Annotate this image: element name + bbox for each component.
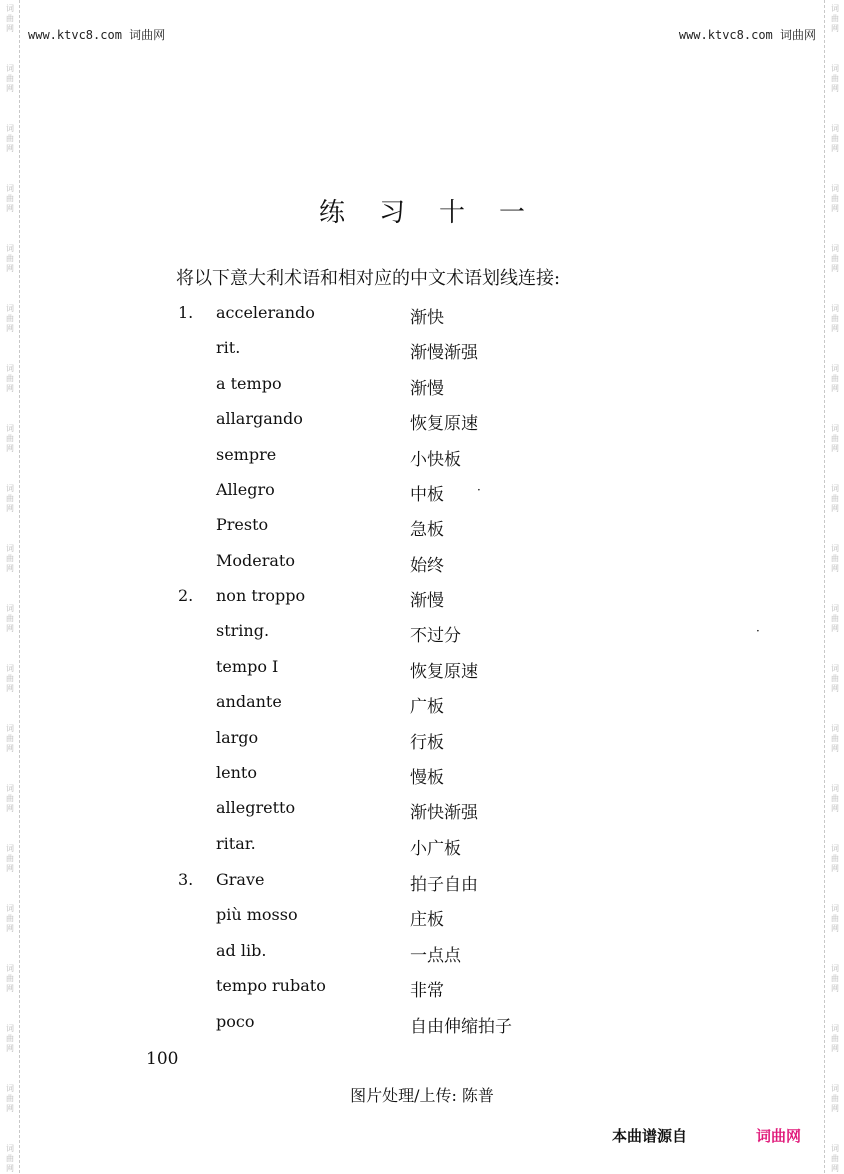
term-row xyxy=(0,870,844,894)
watermark-glyph: 曲 xyxy=(6,194,14,203)
watermark-glyph: 词 xyxy=(6,544,14,553)
watermark-glyph: 网 xyxy=(831,804,839,813)
term-row xyxy=(0,303,844,327)
term-row xyxy=(0,798,844,822)
chinese-term: 渐慢 xyxy=(410,378,444,399)
watermark-glyphs xyxy=(828,1144,842,1174)
watermark-glyph: 曲 xyxy=(6,1094,14,1103)
term-row xyxy=(0,692,844,716)
watermark-glyph: 网 xyxy=(831,384,839,393)
watermark-glyph: 曲 xyxy=(831,734,839,743)
italian-term: andante xyxy=(216,692,282,712)
watermark-glyph: 词 xyxy=(6,244,14,253)
watermark-glyph: 网 xyxy=(6,624,14,633)
header-site-right[interactable]: www.ktvc8.com 词曲网 xyxy=(678,28,816,42)
watermark-glyph: 网 xyxy=(831,1044,839,1053)
watermark-glyph: 曲 xyxy=(831,434,839,443)
italian-term: a tempo xyxy=(216,373,282,393)
group-number: 3. xyxy=(178,870,194,889)
watermark-glyph: 词 xyxy=(831,244,839,253)
watermark-glyph: 曲 xyxy=(831,134,839,143)
watermark-glyph: 网 xyxy=(6,144,14,153)
watermark-glyph: 词 xyxy=(831,1144,839,1153)
footer-source-label: 本曲谱源自 xyxy=(612,1127,688,1145)
watermark-glyph: 网 xyxy=(831,24,839,33)
watermark-glyphs xyxy=(828,244,842,274)
italian-term: allegretto xyxy=(216,798,296,818)
italian-term: rit. xyxy=(216,338,241,358)
watermark-glyph: 网 xyxy=(831,744,839,753)
watermark-glyph: 网 xyxy=(831,324,839,333)
watermark-glyph: 曲 xyxy=(6,734,14,743)
watermark-glyph: 网 xyxy=(6,864,14,873)
term-row xyxy=(0,621,844,645)
chinese-term: 一点点 xyxy=(410,945,461,966)
watermark-glyph: 网 xyxy=(831,984,839,993)
watermark-glyph: 曲 xyxy=(6,374,14,383)
italian-term: Moderato xyxy=(216,550,295,570)
watermark-glyph: 词 xyxy=(831,964,839,973)
watermark-glyph: 网 xyxy=(6,504,14,513)
italian-term: string. xyxy=(216,621,270,641)
watermark-glyph: 网 xyxy=(6,1164,14,1173)
chinese-term: 渐快渐强 xyxy=(410,803,478,824)
stray-dot: · xyxy=(756,624,760,638)
watermark-glyph: 词 xyxy=(831,784,839,793)
italian-term: allargando xyxy=(216,409,303,429)
watermark-glyph: 曲 xyxy=(831,674,839,683)
watermark-glyph: 词 xyxy=(6,304,14,313)
italian-term: Presto xyxy=(216,515,269,535)
watermark-glyph: 网 xyxy=(831,624,839,633)
watermark-glyph: 词 xyxy=(6,1024,14,1033)
watermark-glyph: 词 xyxy=(6,604,14,613)
upload-credit: 图片处理/上传: 陈普 xyxy=(350,1086,494,1105)
watermark-glyph: 曲 xyxy=(831,194,839,203)
watermark-glyph: 曲 xyxy=(831,854,839,863)
page-number: 100 xyxy=(146,1049,179,1069)
watermark-glyph: 曲 xyxy=(831,1034,839,1043)
watermark-glyph: 词 xyxy=(831,844,839,853)
watermark-glyph: 词 xyxy=(6,1084,14,1093)
instruction-text: 将以下意大利术语和相对应的中文术语划线连接: xyxy=(176,268,561,289)
watermark-glyph: 词 xyxy=(6,964,14,973)
watermark-glyph: 网 xyxy=(831,504,839,513)
watermark-glyph: 曲 xyxy=(831,614,839,623)
italian-term: tempo I xyxy=(216,656,279,676)
italian-term: tempo rubato xyxy=(216,976,326,996)
term-row xyxy=(0,905,844,929)
term-row xyxy=(0,834,844,858)
chinese-term: 庄板 xyxy=(410,910,444,931)
chinese-term: 渐慢渐强 xyxy=(410,343,478,364)
watermark-glyph: 网 xyxy=(6,684,14,693)
watermark-glyphs xyxy=(3,1144,17,1174)
chinese-term: 渐慢 xyxy=(410,591,444,611)
watermark-glyph: 曲 xyxy=(6,254,14,263)
page-title: 练习十一 xyxy=(318,198,559,228)
watermark-glyph: 词 xyxy=(6,784,14,793)
term-row xyxy=(0,445,844,469)
watermark-glyph: 网 xyxy=(831,864,839,873)
watermark-glyph: 词 xyxy=(831,124,839,133)
watermark-glyph: 网 xyxy=(6,264,14,273)
watermark-glyph: 词 xyxy=(831,724,839,733)
watermark-glyph: 曲 xyxy=(6,914,14,923)
watermark-glyph: 曲 xyxy=(6,134,14,143)
watermark-glyph: 词 xyxy=(6,484,14,493)
italian-term: ad lib. xyxy=(216,940,267,960)
watermark-glyph: 网 xyxy=(6,1104,14,1113)
watermark-glyph: 词 xyxy=(6,184,14,193)
term-row xyxy=(0,586,844,610)
watermark-glyph: 曲 xyxy=(6,314,14,323)
watermark-glyph: 曲 xyxy=(831,254,839,263)
chinese-term: 拍子自由 xyxy=(410,875,478,895)
watermark-glyph: 词 xyxy=(831,664,839,673)
watermark-glyph: 曲 xyxy=(6,614,14,623)
watermark-glyph: 网 xyxy=(6,384,14,393)
italian-term: più mosso xyxy=(216,905,298,925)
chinese-term: 自由伸缩拍子 xyxy=(410,1016,512,1037)
watermark-glyph: 词 xyxy=(831,604,839,613)
term-row xyxy=(0,1012,844,1036)
watermark-glyph: 词 xyxy=(831,484,839,493)
watermark-glyph: 词 xyxy=(831,1084,839,1093)
watermark-glyph: 曲 xyxy=(831,974,839,983)
chinese-term: 慢板 xyxy=(410,768,444,788)
watermark-glyph: 网 xyxy=(831,924,839,933)
watermark-glyph: 网 xyxy=(831,564,839,573)
watermark-glyph: 曲 xyxy=(6,494,14,503)
italian-term: accelerando xyxy=(216,303,315,322)
group-number: 1. xyxy=(178,303,194,322)
term-row xyxy=(0,763,844,787)
watermark-glyph: 网 xyxy=(6,744,14,753)
watermark-glyph: 词 xyxy=(831,544,839,553)
watermark-glyph: 词 xyxy=(831,364,839,373)
watermark-glyphs xyxy=(828,4,842,34)
italian-term: largo xyxy=(216,727,259,747)
term-row xyxy=(0,941,844,965)
watermark-glyph: 网 xyxy=(6,444,14,453)
chinese-term: 广板 xyxy=(410,697,444,718)
watermark-glyph: 曲 xyxy=(831,914,839,923)
watermark-glyph: 曲 xyxy=(831,1154,839,1163)
watermark-glyph: 词 xyxy=(6,904,14,913)
italian-term: ritar. xyxy=(216,833,256,853)
footer-brand-link[interactable]: 词曲网 xyxy=(756,1127,802,1145)
watermark-glyph: 曲 xyxy=(831,374,839,383)
watermark-glyph: 词 xyxy=(831,184,839,193)
watermark-glyph: 词 xyxy=(831,1024,839,1033)
watermark-glyph: 曲 xyxy=(831,1094,839,1103)
watermark-glyph: 网 xyxy=(831,1164,839,1173)
term-row xyxy=(0,374,844,398)
watermark-glyph: 词 xyxy=(6,124,14,133)
watermark-glyph: 词 xyxy=(6,64,14,73)
watermark-glyph: 网 xyxy=(831,144,839,153)
watermark-glyphs xyxy=(3,4,17,34)
watermark-glyph: 曲 xyxy=(6,794,14,803)
watermark-glyph: 词 xyxy=(831,4,839,13)
watermark-glyphs xyxy=(828,64,842,94)
stray-dot: · xyxy=(477,483,481,497)
watermark-glyph: 网 xyxy=(831,1104,839,1113)
watermark-glyph: 曲 xyxy=(6,1154,14,1163)
italian-term: Allegro xyxy=(216,480,275,499)
chinese-term: 渐快 xyxy=(410,308,444,328)
chinese-term: 中板 xyxy=(410,485,444,505)
term-row xyxy=(0,338,844,362)
watermark-glyph: 网 xyxy=(831,684,839,693)
chinese-term: 小广板 xyxy=(410,838,461,859)
watermark-glyph: 词 xyxy=(6,364,14,373)
watermark-glyph: 词 xyxy=(831,424,839,433)
watermark-glyph: 曲 xyxy=(6,974,14,983)
watermark-glyph: 网 xyxy=(6,204,14,213)
watermark-glyph: 曲 xyxy=(6,434,14,443)
watermark-glyph: 网 xyxy=(6,24,14,33)
watermark-glyph: 网 xyxy=(831,84,839,93)
watermark-glyph: 网 xyxy=(6,324,14,333)
chinese-term: 始终 xyxy=(410,555,444,576)
watermark-glyph: 网 xyxy=(6,804,14,813)
italian-term: poco xyxy=(216,1011,255,1031)
watermark-glyph: 词 xyxy=(831,904,839,913)
watermark-glyph: 网 xyxy=(831,444,839,453)
term-row xyxy=(0,480,844,504)
italian-term: non troppo xyxy=(216,586,306,605)
chinese-term: 小快板 xyxy=(410,449,461,470)
watermark-glyph: 曲 xyxy=(831,14,839,23)
chinese-term: 恢复原速 xyxy=(410,661,478,682)
watermark-glyph: 词 xyxy=(6,724,14,733)
term-row xyxy=(0,976,844,1000)
watermark-glyph: 网 xyxy=(6,84,14,93)
italian-term: lento xyxy=(216,763,257,782)
watermark-glyphs xyxy=(828,124,842,154)
watermark-glyph: 词 xyxy=(831,304,839,313)
chinese-term: 行板 xyxy=(410,732,444,753)
watermark-glyph: 网 xyxy=(6,1044,14,1053)
watermark-glyph: 曲 xyxy=(831,794,839,803)
watermark-glyph: 词 xyxy=(6,424,14,433)
watermark-glyph: 曲 xyxy=(6,554,14,563)
watermark-glyph: 曲 xyxy=(6,854,14,863)
term-row xyxy=(0,409,844,433)
watermark-glyph: 网 xyxy=(831,204,839,213)
term-row xyxy=(0,515,844,539)
watermark-glyph: 曲 xyxy=(6,674,14,683)
watermark-glyph: 曲 xyxy=(6,74,14,83)
watermark-glyph: 词 xyxy=(6,1144,14,1153)
watermark-glyph: 曲 xyxy=(831,494,839,503)
watermark-glyph: 曲 xyxy=(831,554,839,563)
term-row xyxy=(0,551,844,575)
watermark-glyph: 曲 xyxy=(831,314,839,323)
watermark-glyph: 曲 xyxy=(831,74,839,83)
italian-term: sempre xyxy=(216,444,277,464)
chinese-term: 非常 xyxy=(410,981,444,1002)
watermark-glyph: 网 xyxy=(6,924,14,933)
group-number: 2. xyxy=(178,586,194,605)
watermark-glyph: 网 xyxy=(6,984,14,993)
watermark-glyph: 词 xyxy=(831,64,839,73)
italian-term: Grave xyxy=(216,870,265,889)
watermark-glyph: 词 xyxy=(6,664,14,673)
chinese-term: 恢复原速 xyxy=(410,414,478,435)
watermark-glyph: 网 xyxy=(831,264,839,273)
term-row xyxy=(0,657,844,681)
watermark-glyph: 网 xyxy=(6,564,14,573)
watermark-glyphs xyxy=(3,124,17,154)
watermark-glyph: 词 xyxy=(6,4,14,13)
chinese-term: 急板 xyxy=(410,520,444,541)
watermark-glyph: 曲 xyxy=(6,1034,14,1043)
watermark-glyph: 词 xyxy=(6,844,14,853)
watermark-glyphs xyxy=(3,244,17,274)
watermark-glyphs xyxy=(3,64,17,94)
chinese-term: 不过分 xyxy=(410,626,461,647)
header-site-left[interactable]: www.ktvc8.com 词曲网 xyxy=(28,28,166,42)
watermark-glyph: 曲 xyxy=(6,14,14,23)
term-row xyxy=(0,728,844,752)
